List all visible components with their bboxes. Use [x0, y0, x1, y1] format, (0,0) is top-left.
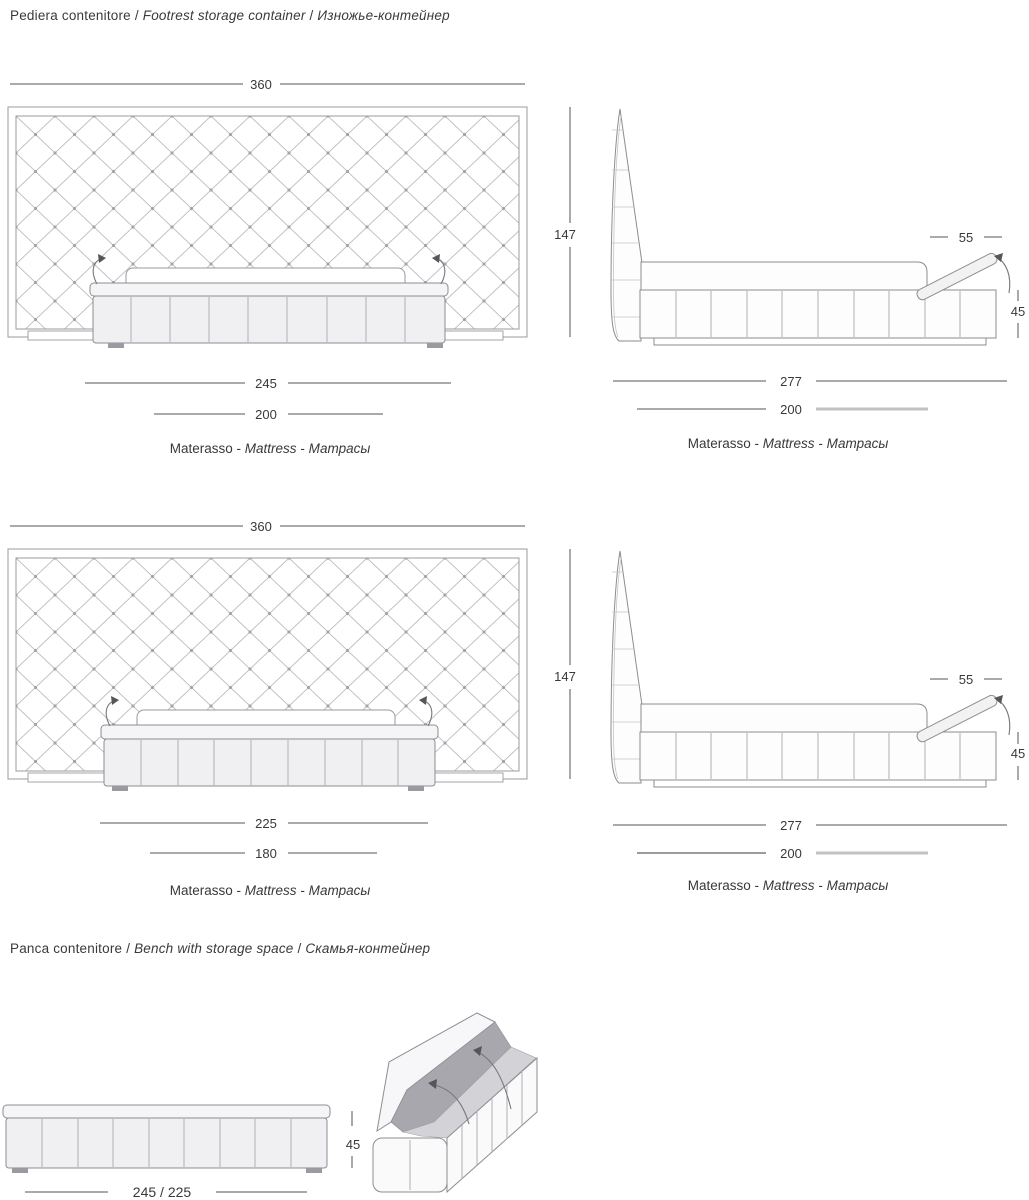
caption-italian: Materasso: [169, 441, 233, 456]
caption-russian: Матрасы: [308, 883, 371, 898]
dim-footrest-width-large: 55: [958, 230, 974, 245]
dim-base-height-small: 45: [1010, 746, 1026, 761]
mattress-caption: [688, 878, 889, 893]
title-separator: /: [126, 941, 131, 956]
title-italian: Pediera contenitore: [10, 8, 131, 23]
mattress-caption: [170, 883, 371, 898]
caption-english: Mattress: [244, 883, 297, 898]
dim-height-small: 147: [554, 669, 576, 684]
title-italian: Panca contenitore: [10, 941, 123, 956]
bed-large-side-view: [611, 109, 1025, 417]
headboard-side-small: [611, 551, 642, 783]
title-separator: /: [309, 8, 314, 23]
mattress-caption: [688, 436, 889, 451]
title-english: Footrest storage container: [142, 8, 306, 23]
footrest-bench-front-small: [101, 725, 438, 791]
title-separator: /: [297, 941, 302, 956]
caption-russian: Матрасы: [308, 441, 371, 456]
caption-russian: Матрасы: [826, 878, 889, 893]
title-russian: Скамья-контейнер: [305, 941, 431, 956]
dim-height-large: 147: [554, 227, 576, 242]
dim-bed-width-small: 225: [255, 816, 277, 831]
dim-bench-width: 245 / 225: [132, 1184, 192, 1200]
caption-separator: -: [236, 441, 242, 456]
caption-english: Mattress: [244, 441, 297, 456]
bed-small-front-view: [8, 519, 576, 861]
section-title-footrest: [10, 8, 450, 23]
bed-large-front-view: [8, 77, 576, 422]
dim-mattress-width-small: 180: [255, 846, 277, 861]
caption-separator: -: [236, 883, 242, 898]
bench-front-view: [3, 1105, 360, 1200]
bench-3d-view: [373, 1013, 537, 1192]
mattress-side-small: [641, 704, 927, 732]
mattress-side-large: [641, 262, 927, 290]
title-russian: Изножье-контейнер: [317, 8, 450, 23]
section-title-bench: [10, 941, 430, 956]
dim-depth-large: 277: [780, 374, 802, 389]
footrest-bench-front-large: [90, 283, 448, 348]
dim-bed-width-large: 245: [255, 376, 277, 391]
dim-base-height-large: 45: [1010, 304, 1026, 319]
dim-footrest-width-small: 55: [958, 672, 974, 687]
caption-italian: Materasso: [687, 878, 751, 893]
bed-small-side-view: [611, 551, 1025, 861]
title-separator: /: [134, 8, 139, 23]
headboard-side-large: [611, 109, 642, 341]
caption-separator: -: [300, 441, 305, 456]
title-english: Bench with storage space: [134, 941, 294, 956]
dim-depth-small: 277: [780, 818, 802, 833]
caption-english: Mattress: [762, 878, 815, 893]
caption-separator: -: [300, 883, 305, 898]
caption-italian: Materasso: [169, 883, 233, 898]
dim-mattress-depth-large: 200: [780, 402, 802, 417]
caption-separator: -: [754, 436, 760, 451]
caption-italian: Materasso: [687, 436, 751, 451]
dim-mattress-width-large: 200: [255, 407, 277, 422]
dim-overall-width-small: 360: [250, 519, 272, 534]
caption-separator: -: [754, 878, 760, 893]
caption-separator: -: [818, 436, 823, 451]
caption-russian: Матрасы: [826, 436, 889, 451]
dim-mattress-depth-small: 200: [780, 846, 802, 861]
mattress-caption: [170, 441, 371, 456]
dim-bench-height: 45: [345, 1137, 361, 1152]
caption-separator: -: [818, 878, 823, 893]
caption-english: Mattress: [762, 436, 815, 451]
dim-overall-width-large: 360: [250, 77, 272, 92]
